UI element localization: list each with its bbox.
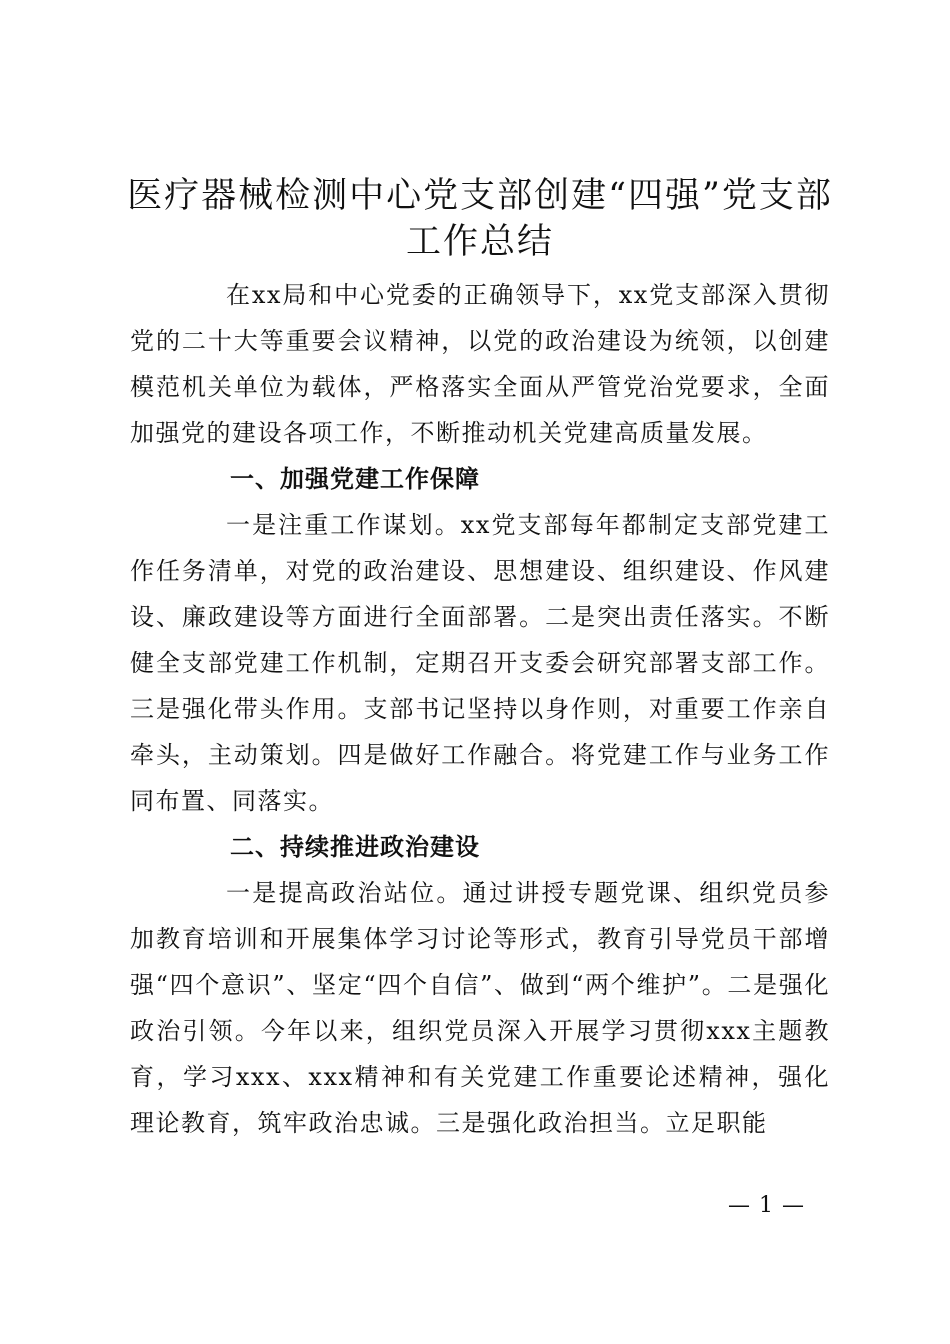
page-number: — 1 — — [728, 1193, 805, 1218]
section-paragraph-2: 一是提高政治站位。通过讲授专题党课、组织党员参加教育培训和开展集体学习讨论等形式，教育引导党员干部增强“四个意识”、坚定“四个自信”、做到“两个维护”。二是强化政治引领。今年以来，组织党员深入开展学习贯彻xxx主题教育，学习xxx、xxx精神和有关党建工作重要论述精神，强化理论教育，筑牢政治忠诚。三是强化政治担当。立足职能 — [130, 879, 830, 1137]
document-title-line-2: 工作总结 — [405, 222, 554, 262]
intro-paragraph: 在xx局和中心党委的正确领导下，xx党支部深入贯彻党的二十大等重要会议精神，以党的政治建设为统领，以创建模范机关单位为载体，严格落实全面从严管党治党要求，全面加强党的建设各项工作，不断推动机关党建高质量发展。 — [130, 281, 830, 447]
section-heading-2: 二、持续推进政治建设 — [230, 833, 480, 861]
section-heading-1: 一、加强党建工作保障 — [230, 465, 480, 493]
section-paragraph-1: 一是注重工作谋划。xx党支部每年都制定支部党建工作任务清单，对党的政治建设、思想建设、组织建设、作风建设、廉政建设等方面进行全面部署。二是突出责任落实。不断健全支部党建工作机制，定期召开支委会研究部署支部工作。三是强化带头作用。支部书记坚持以身作则，对重要工作亲自牵头，主动策划。四是做好工作融合。将党建工作与业务工作同布置、同落实。 — [130, 511, 830, 815]
document-title-line-1: 医疗器械检测中心党支部创建“四强”党支部 — [127, 176, 833, 216]
document-body — [130, 272, 830, 1146]
